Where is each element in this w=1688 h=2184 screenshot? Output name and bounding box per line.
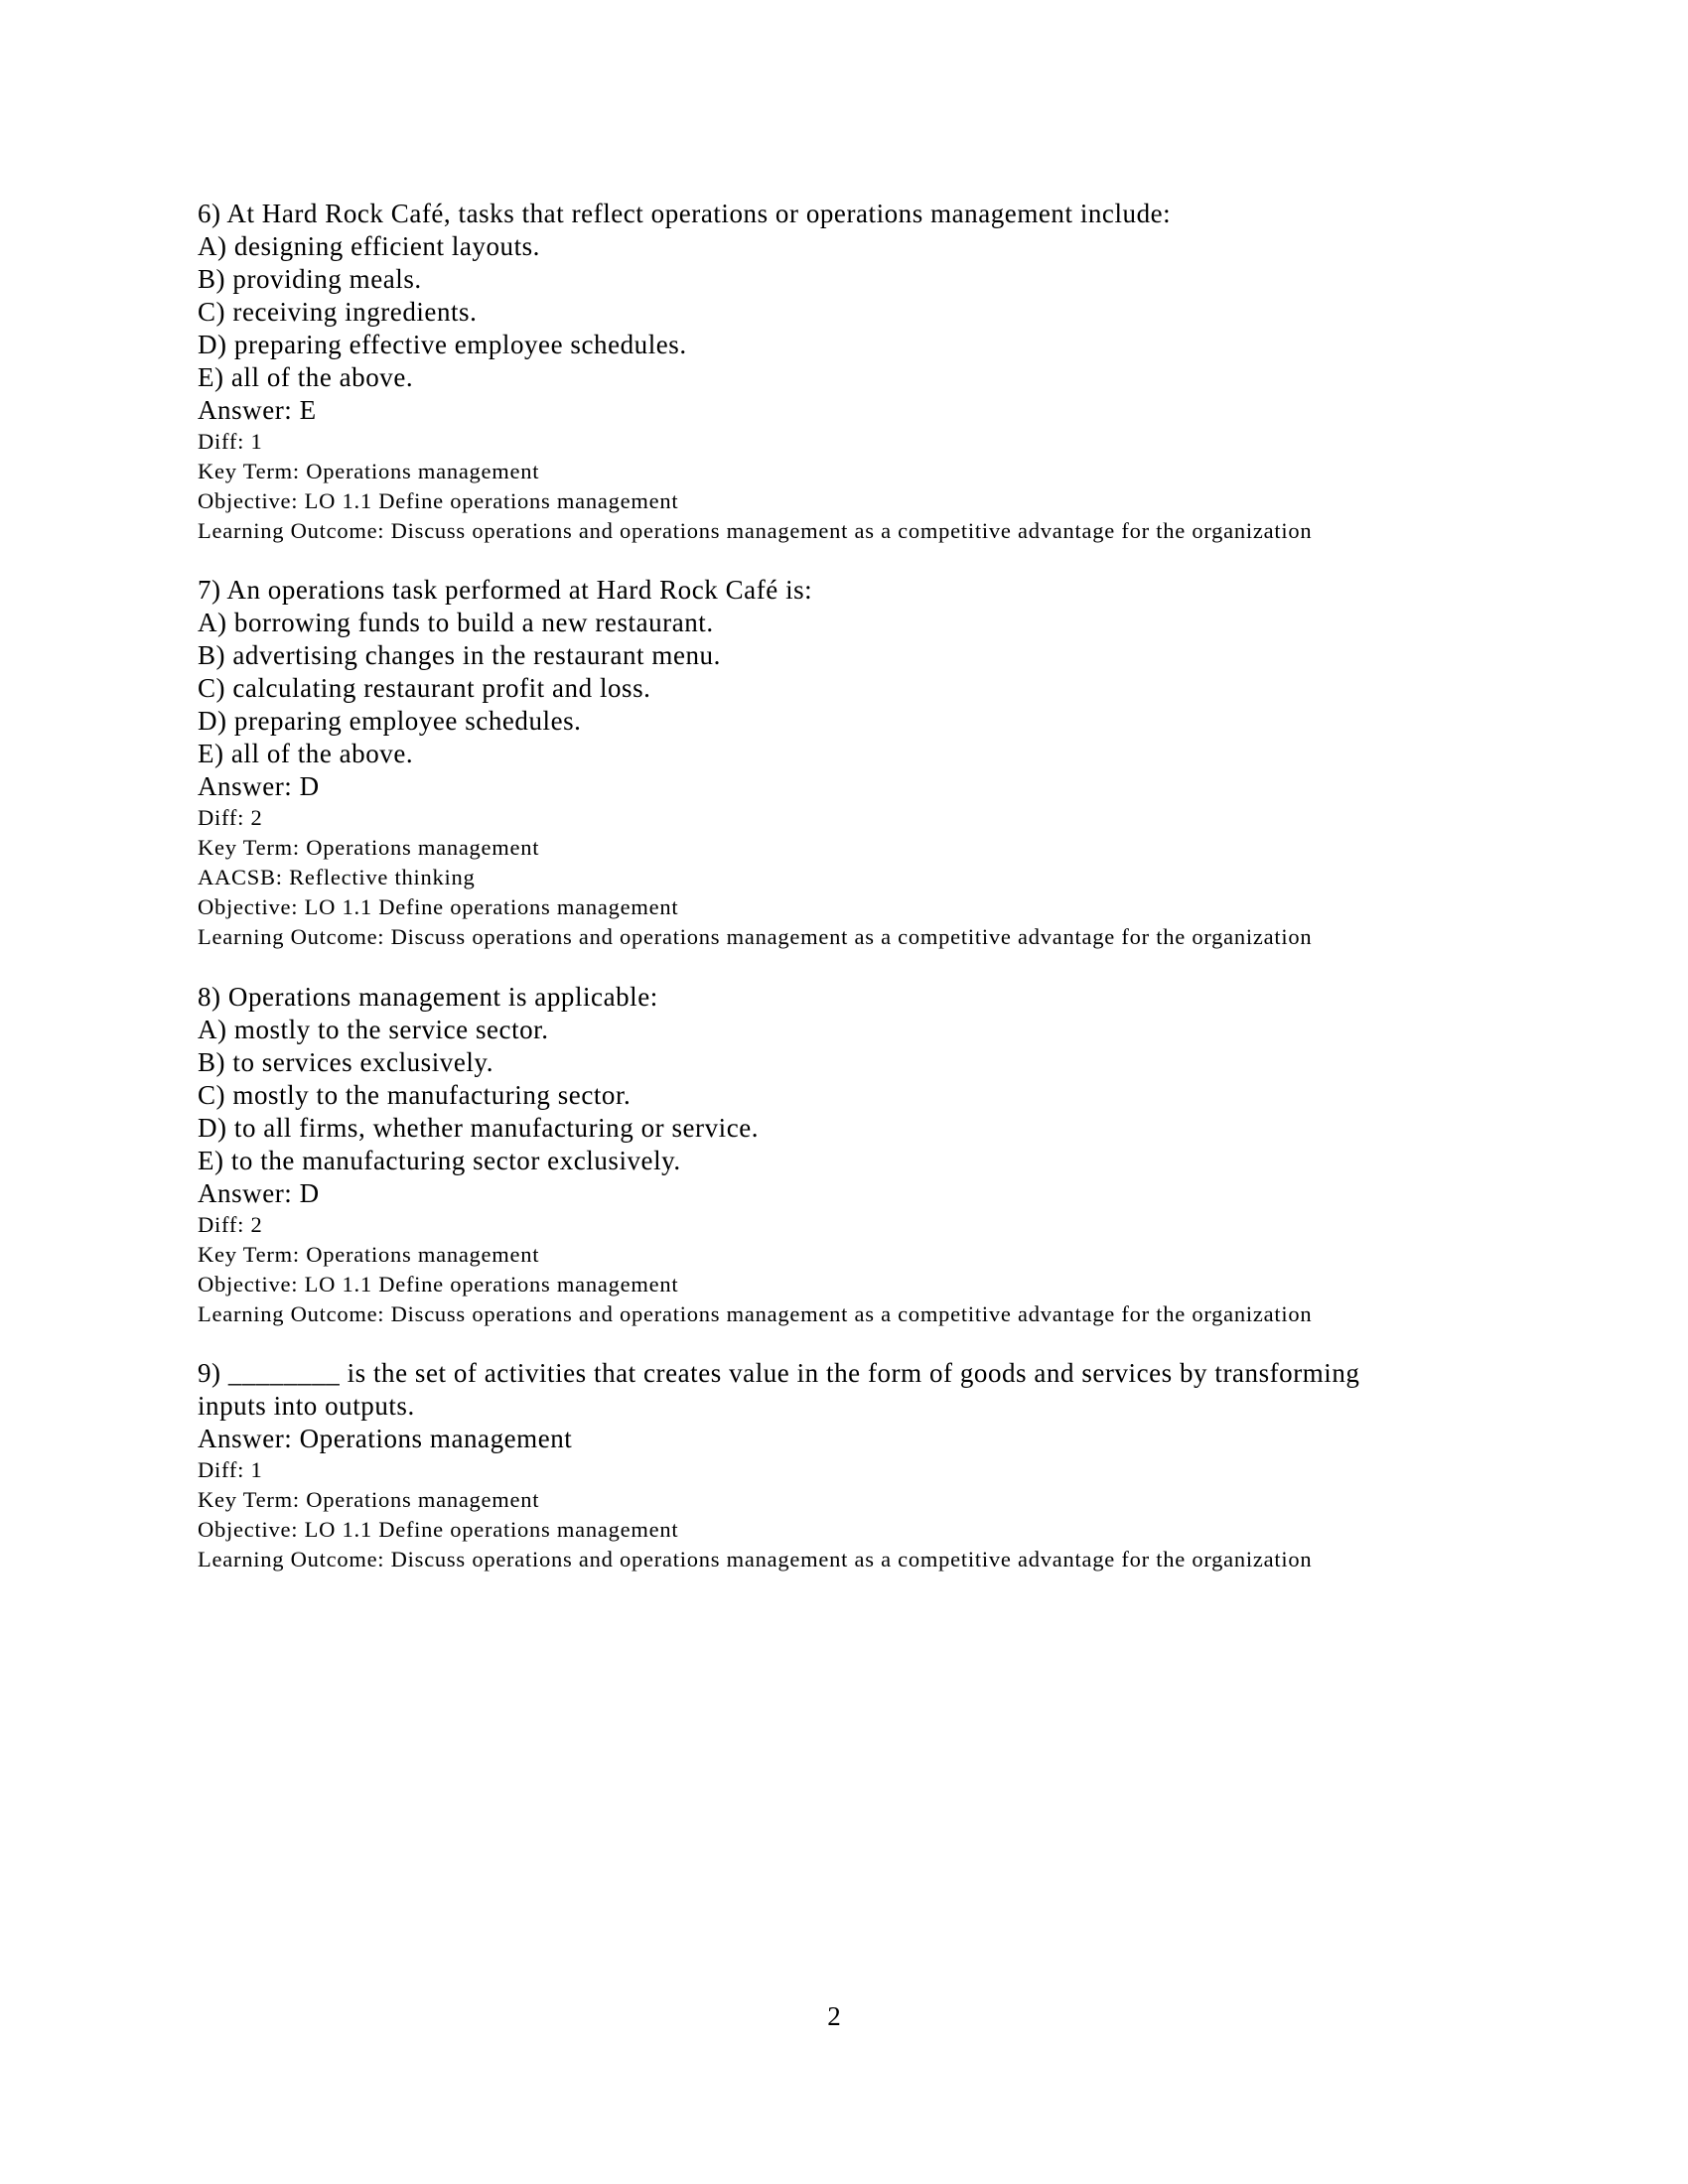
question-6 (198, 198, 1508, 546)
option-b: B) advertising changes in the restaurant menu. (198, 640, 721, 670)
page-number: 2 (827, 2001, 841, 2031)
option-c: C) mostly to the manufacturing sector. (198, 1080, 632, 1110)
learning-outcome: Learning Outcome: Discuss operations and operations management as a competitive advantage for the organization (198, 1547, 1313, 1571)
question-text: 6) At Hard Rock Café, tasks that reflect operations or operations management include: (198, 199, 1172, 228)
question-8 (198, 981, 1508, 1329)
option-c: C) calculating restaurant profit and loss. (198, 673, 651, 703)
question-text: 9) ________ is the set of activities that creates value in the form of goods and services by transforming inputs into outputs. (198, 1358, 1360, 1421)
question-text: 7) An operations task performed at Hard Rock Café is: (198, 575, 813, 605)
option-d: D) preparing employee schedules. (198, 706, 582, 736)
key-term: Key Term: Operations management (198, 835, 540, 860)
answer: Answer: D (198, 1178, 320, 1208)
answer: Answer: D (198, 771, 320, 801)
learning-outcome: Learning Outcome: Discuss operations and operations management as a competitive advantage for the organization (198, 924, 1313, 949)
objective: Objective: LO 1.1 Define operations management (198, 488, 679, 513)
option-d: D) to all firms, whether manufacturing or service. (198, 1113, 760, 1143)
learning-outcome: Learning Outcome: Discuss operations and operations management as a competitive advantage for the organization (198, 518, 1313, 543)
option-a: A) mostly to the service sector. (198, 1015, 549, 1044)
option-e: E) all of the above. (198, 362, 414, 392)
difficulty: Diff: 1 (198, 429, 263, 454)
aacsb: AACSB: Reflective thinking (198, 865, 476, 889)
option-a: A) designing efficient layouts. (198, 231, 540, 261)
objective: Objective: LO 1.1 Define operations management (198, 894, 679, 919)
option-d: D) preparing effective employee schedules. (198, 330, 687, 359)
objective: Objective: LO 1.1 Define operations management (198, 1517, 679, 1542)
learning-outcome: Learning Outcome: Discuss operations and operations management as a competitive advantage for the organization (198, 1301, 1313, 1326)
option-a: A) borrowing funds to build a new restaurant. (198, 608, 714, 637)
option-b: B) to services exclusively. (198, 1047, 494, 1077)
key-term: Key Term: Operations management (198, 459, 540, 483)
option-c: C) receiving ingredients. (198, 297, 478, 327)
objective: Objective: LO 1.1 Define operations management (198, 1272, 679, 1297)
key-term: Key Term: Operations management (198, 1242, 540, 1267)
answer: Answer: E (198, 395, 317, 425)
difficulty: Diff: 2 (198, 1212, 263, 1237)
key-term: Key Term: Operations management (198, 1487, 540, 1512)
question-9 (198, 1357, 1508, 1574)
question-7 (198, 574, 1508, 952)
difficulty: Diff: 1 (198, 1457, 263, 1482)
question-text: 8) Operations management is applicable: (198, 982, 658, 1012)
difficulty: Diff: 2 (198, 805, 263, 830)
option-e: E) all of the above. (198, 739, 414, 768)
option-b: B) providing meals. (198, 264, 422, 294)
option-e: E) to the manufacturing sector exclusively. (198, 1146, 681, 1175)
answer: Answer: Operations management (198, 1424, 573, 1453)
